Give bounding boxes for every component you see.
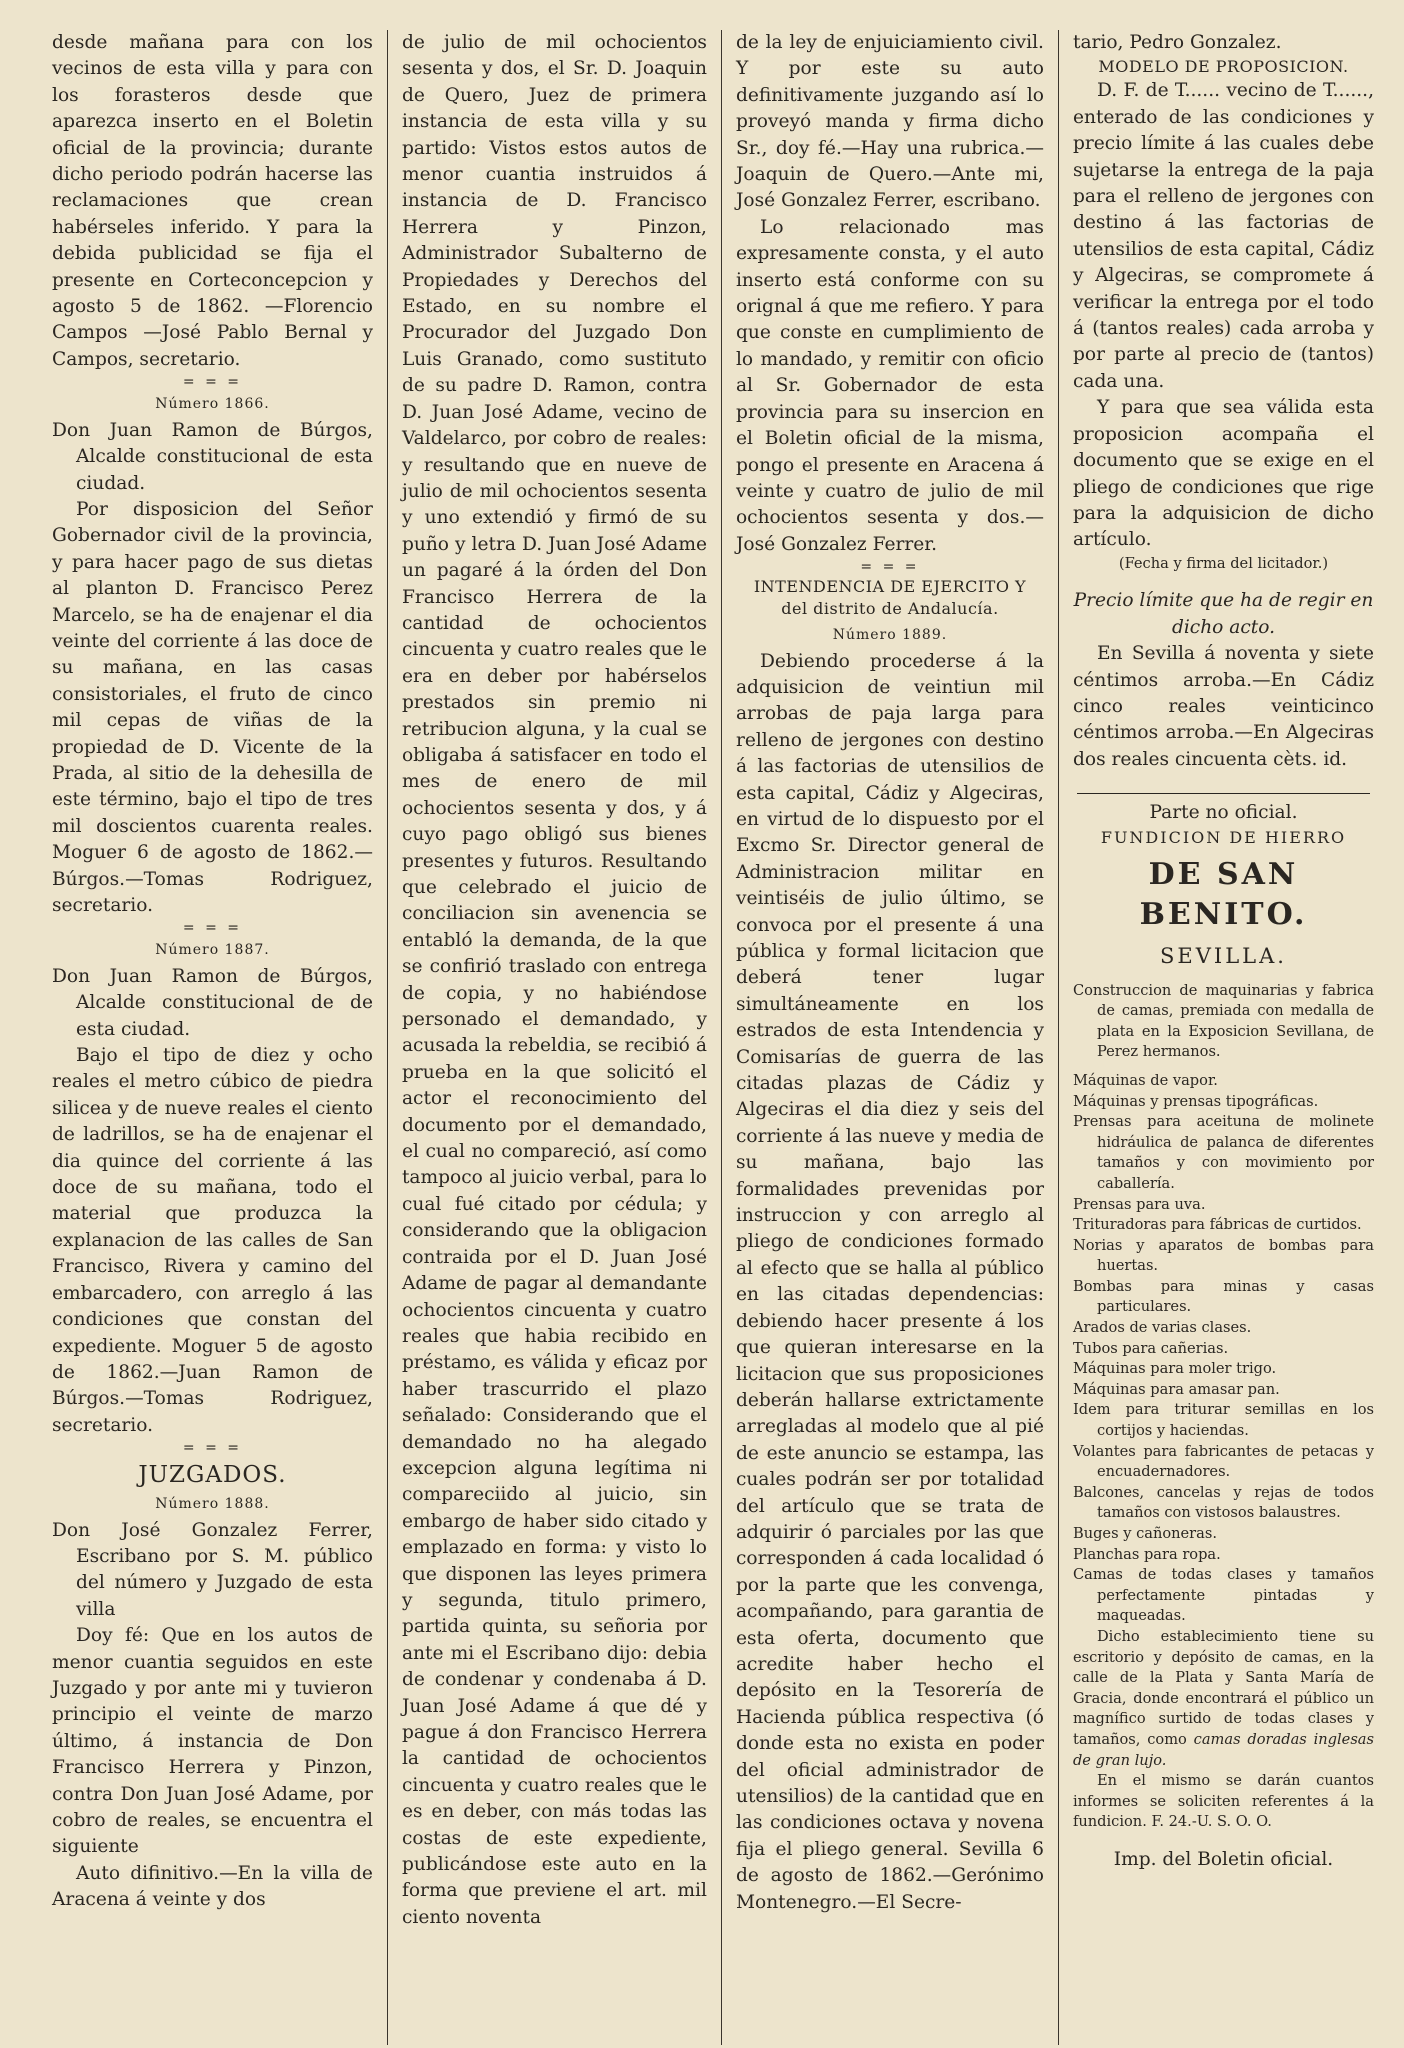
list-item: Planchas para ropa. bbox=[1072, 1545, 1221, 1563]
list-item: Camas de todas clases y tamaños perfectamente pintadas y maqueadas. bbox=[1072, 1566, 1374, 1625]
paragraph: Doy fé: Que en los autos de menor cuantia seguidos en este Juzgado y por ante mi y tuvieron principio el veinte de marzo último, á instancia de Don Francisco Herrera y Pinzon, contra Don Juan José Adame, por cobro de reales, se encuentra el siguiente bbox=[52, 1625, 373, 1858]
notice-number: Número 1887. bbox=[155, 942, 270, 959]
paragraph: D. F. de T...... vecino de T......, enterado de las condiciones y precio límite á las cuales debe sujetarse la entrega de la paja para el relleno de jergones con destino á las factorias de utensilios de esta capital, Cádiz y Algeciras, se compromete á verificar la entrega por el todo á (tantos reales) cada arroba y por parte al precio de (tantos) cada una. bbox=[1072, 80, 1374, 392]
list-item: Balcones, cancelas y rejas de todos tamaños con vistosos balaustres. bbox=[1072, 1483, 1374, 1522]
column-2 bbox=[387, 30, 721, 2045]
ad-note: En el mismo se darán cuantos informes se soliciten referentes á la fundicion. F. 24.-U. S. O. O. bbox=[1072, 1772, 1374, 1831]
paragraph: de la ley de enjuiciamiento civil. Y por este su auto definitivamente juzgando así lo proveyó manda y firma dicho Sr., doy fé.—Hay una rubrica.—Joaquin de Quero.—Ante mi, José Gonzalez Ferrer, escribano. bbox=[735, 32, 1044, 212]
ad-title: DE SAN BENITO. bbox=[1139, 856, 1308, 932]
column-3 bbox=[721, 30, 1058, 2045]
list-item: Prensas para aceituna de molinete hidráulica de palanca de diferentes tamaños y con movimiento por caballería. bbox=[1072, 1113, 1374, 1192]
separator: = = = bbox=[182, 374, 243, 391]
paragraph: desde mañana para con los vecinos de esta villa y para con los forasteros desde que aparezca inserto en el Boletin oficial de la provincia; durante dicho periodo podrán hacerse las reclamaciones que crean habérseles inferido. Y para la debida publicidad se fija el presente en Corteconcepcion y agosto 5 de 1862. —Florencio Campos —José Pablo Bernal y Campos, secretario. bbox=[52, 32, 373, 370]
price-heading: Precio límite que ha de regir en dicho acto. bbox=[1073, 590, 1374, 638]
paragraph: Auto difinitivo.—En la villa de Aracena á veinte y dos bbox=[52, 1862, 373, 1911]
list-item: Idem para triturar semillas en los cortijos y haciendas. bbox=[1072, 1401, 1374, 1440]
separator: = = = bbox=[860, 559, 920, 576]
paragraph: Y para que sea válida esta proposicion acompaña el documento que se exige en el pliego de condiciones que rige para la adquisicion de dicho artículo. bbox=[1072, 397, 1374, 551]
list-item: Bombas para minas y casas particulares. bbox=[1072, 1277, 1374, 1316]
list-item: Máquinas y prensas tipográficas. bbox=[1072, 1092, 1319, 1110]
list-item: Volantes para fabricantes de petacas y encuadernadores. bbox=[1072, 1442, 1374, 1481]
printer-imprint: Imp. del Boletin oficial. bbox=[1113, 1848, 1334, 1870]
divider bbox=[1077, 793, 1370, 794]
column-4 bbox=[1058, 30, 1378, 2045]
paragraph: de julio de mil ochocientos sesenta y dos, el Sr. D. Joaquin de Quero, Juez de primera instancia de esta villa y su partido: Vistos estos autos de menor cuantia instruidos á instancia de D. Francisco Herrera y Pinzon, Administrador Subalterno de Propiedades y Derechos del Estado, en su nombre el Procurador del Juzgado Don Luis Granado, como sustituto de su padre D. Ramon, contra D. Juan José Adame, vecino de Valdelarco, por cobro de reales: y resultando que en nueve de julio de mil ochocientos sesenta y uno extendió y firmó de su puño y letra D. Juan José Adame un pagaré á la órden del Don Francisco Herrera de la cantidad de ochocientos cincuenta y cuatro reales que le era en deber por habérselos prestados sin premio ni retribucion alguna, y la cual se obligaba á satisfacer en todo el mes de enero de mil ochocientos sesenta y dos, y á cuyo pago obligó sus bienes presentes y futuros. Resultando que celebrado el juicio de conciliacion sin avenencia se entabló la demanda, de la que se confirió traslado con entrega de copia, y no habiéndose personado el demandado, y acusada la rebeldia, se recibió á prueba en la que solicitó el actor el reconocimiento del documento por el demandado, el cual no compareció, así como tampoco al juicio verbal, para lo cual fué citado por cédula; y considerando que la obligacion contraida por el D. Juan José Adame de pagar al demandante ochocientos cincuenta y cuatro reales que habia recibido en préstamo, es válida y eficaz por haber trascurrido el plazo señalado: Considerando que el demandado no ha alegado excepcion alguna legítima ni compareciido al juicio, sin embargo de haber sido citado y emplazado en forma: y visto lo que disponen las leyes primera y segunda, titulo primero, partida quinta, su señoria por ante mi el Escribano dijo: debia de condenar y condenaba á D. Juan José Adame á que dé y pague á don Francisco Herrera la cantidad de ochocientos cincuenta y cuatro reales que le es en deber, con más todas las costas de este expediente, publicándose este auto en la forma que previene el art. mil ciento noventa bbox=[401, 32, 707, 1928]
section-heading: JUZGADOS. bbox=[138, 1462, 287, 1489]
section-subheading: del distrito de Andalucía. bbox=[781, 599, 999, 619]
paragraph: Lo relacionado mas expresamente consta, y el auto inserto está conforme con su orignal á que me refiero. Y para que conste en cumplimiento de lo mandado, y remitir con oficio al Sr. Gobernador de esta provincia para su insercion en el Boletin oficial de la misma, pongo el presente en Aracena á veinte y cuatro de julio de mil ochocientos sesenta y dos.—José Gonzalez Ferrer. bbox=[735, 216, 1044, 555]
separator: = = = bbox=[182, 920, 243, 937]
paragraph: En Sevilla á noventa y siete céntimos arroba.—En Cádiz cinco reales veinticinco céntimos arroba.—En Algeciras dos reales cincuenta cèts. id. bbox=[1072, 643, 1374, 770]
list-item: Trituradoras para fábricas de curtidos. bbox=[1072, 1216, 1362, 1234]
list-item: Máquinas de vapor. bbox=[1072, 1071, 1218, 1089]
ad-item-list bbox=[1073, 1071, 1374, 1833]
ad-note-text: Dicho establecimiento tiene su escritorio y depósito de camas, en la calle de la Plata y Santa María de Gracia, donde encontrará el público un magnífico surtido de todas clases y tamaños, como bbox=[1072, 1627, 1374, 1748]
section-heading: Parte no oficial. bbox=[1149, 802, 1298, 824]
paragraph: Debiendo procederse á la adquisicion de veintiun mil arrobas de paja larga para relleno de jergones con destino á las factorias de utensilios de esta capital, Cádiz y Algeciras, en virtud de lo dispuesto por el Excmo Sr. Director general de Administracion militar en veintiséis de julio último, se convoca por el presente á una pública y formal licitacion que deberá tener lugar simultáneamente en los estrados de esta Intendencia y Comisarías de guerra de las citadas plazas de Cádiz y Algeciras el dia diez y seis del corriente á las nueve y media de su mañana, bajo las formalidades prevenidas por instruccion y con arreglo al pliego de condiciones formado al efecto que se halla al público en las citadas dependencias: debiendo hacer presente á los que quieran interesarse en la licitacion que sus proposiciones deberán hallarse extrictamente arregladas al modelo que al pié de este anuncio se estampa, las cuales podrán ser por totalidad del artículo que se trata de adquirir ó parciales por las que corresponden á cada localidad ó por la parte que les convenga, acompañando, para garantia de esta oferta, documento que acredite haber hecho el depósito en la Tesorería de Hacienda pública respectiva (ó donde esta no exista en poder del oficial administrador de utensilios) de la cantidad que en las condiciones octava y novena fija el pliego general. Sevilla 6 de agosto de 1862.—Gerónimo Montenegro.—El Secre- bbox=[735, 650, 1044, 1913]
notice-heading: Don José Gonzalez Ferrer, Escribano por S. M. público del número y Juzgado de esta villa bbox=[52, 1519, 373, 1620]
section-heading: FUNDICION DE HIERRO bbox=[1100, 827, 1347, 847]
list-item: Tubos para cañerias. bbox=[1072, 1339, 1229, 1357]
ad-note bbox=[1073, 1627, 1374, 1771]
list-item: Arados de varias clases. bbox=[1072, 1319, 1252, 1337]
list-item: Máquinas para moler trigo. bbox=[1072, 1360, 1277, 1378]
list-item: Máquinas para amasar pan. bbox=[1072, 1380, 1280, 1398]
paragraph: tario, Pedro Gonzalez. bbox=[1072, 32, 1282, 53]
notice-heading: Don Juan Ramon de Búrgos, Alcalde constitucional de de esta ciudad. bbox=[52, 965, 373, 1040]
notice-number: Número 1866. bbox=[155, 396, 270, 413]
notice-number: Número 1889. bbox=[832, 627, 948, 644]
paragraph: Bajo el tipo de diez y ocho reales el metro cúbico de piedra silicea y de nueve reales el ciento de ladrillos, se ha de enajenar el dia quince del corriente á las doce de su mañana, todo el material que produzca la explanacion de las calles de San Francisco, Rivera y camino del embarcadero, con arreglo á las condiciones que constan del expediente. Moguer 5 de agosto de 1862.—Juan Ramon de Búrgos.—Tomas Rodriguez, secretario. bbox=[52, 1045, 373, 1436]
paragraph: Por disposicion del Señor Gobernador civil de la provincia, y para hacer pago de sus dietas al planton D. Francisco Perez Marcelo, se ha de enajenar el dia veinte del corriente á las doce de su mañana, en las casas consistoriales, el fruto de cinco mil cepas de viñas de la propiedad de D. Vicente de la Prada, al sitio de la dehesilla de este término, bajo el tipo de tres mil doscientos cuarenta reales. Moguer 6 de agosto de 1862.—Búrgos.—Tomas Rodriguez, secretario. bbox=[52, 498, 373, 916]
notice-heading: Don Juan Ramon de Búrgos, Alcalde constitucional de esta ciudad. bbox=[52, 419, 373, 494]
section-heading: INTENDENCIA DE EJERCITO Y bbox=[753, 577, 1027, 597]
notice-number: Número 1888. bbox=[155, 1496, 270, 1513]
list-item: Buges y cañoneras. bbox=[1072, 1525, 1217, 1542]
ad-city: SEVILLA. bbox=[1160, 943, 1287, 968]
separator: = = = bbox=[182, 1440, 243, 1457]
section-heading: MODELO DE PROPOSICION. bbox=[1098, 57, 1349, 77]
signature-note: (Fecha y firma del licitador.) bbox=[1118, 554, 1329, 572]
column-1 bbox=[48, 30, 387, 2045]
ad-note-emphasis: camas doradas inglesas de gran lujo. bbox=[1072, 1730, 1374, 1769]
list-item: Norias y aparatos de bombas para huertas. bbox=[1072, 1236, 1374, 1275]
list-item: Prensas para uva. bbox=[1072, 1195, 1206, 1213]
ad-description: Construccion de maquinarias y fabrica de camas, premiada con medalla de plata en la Exposicion Sevillana, de Perez hermanos. bbox=[1072, 981, 1374, 1061]
